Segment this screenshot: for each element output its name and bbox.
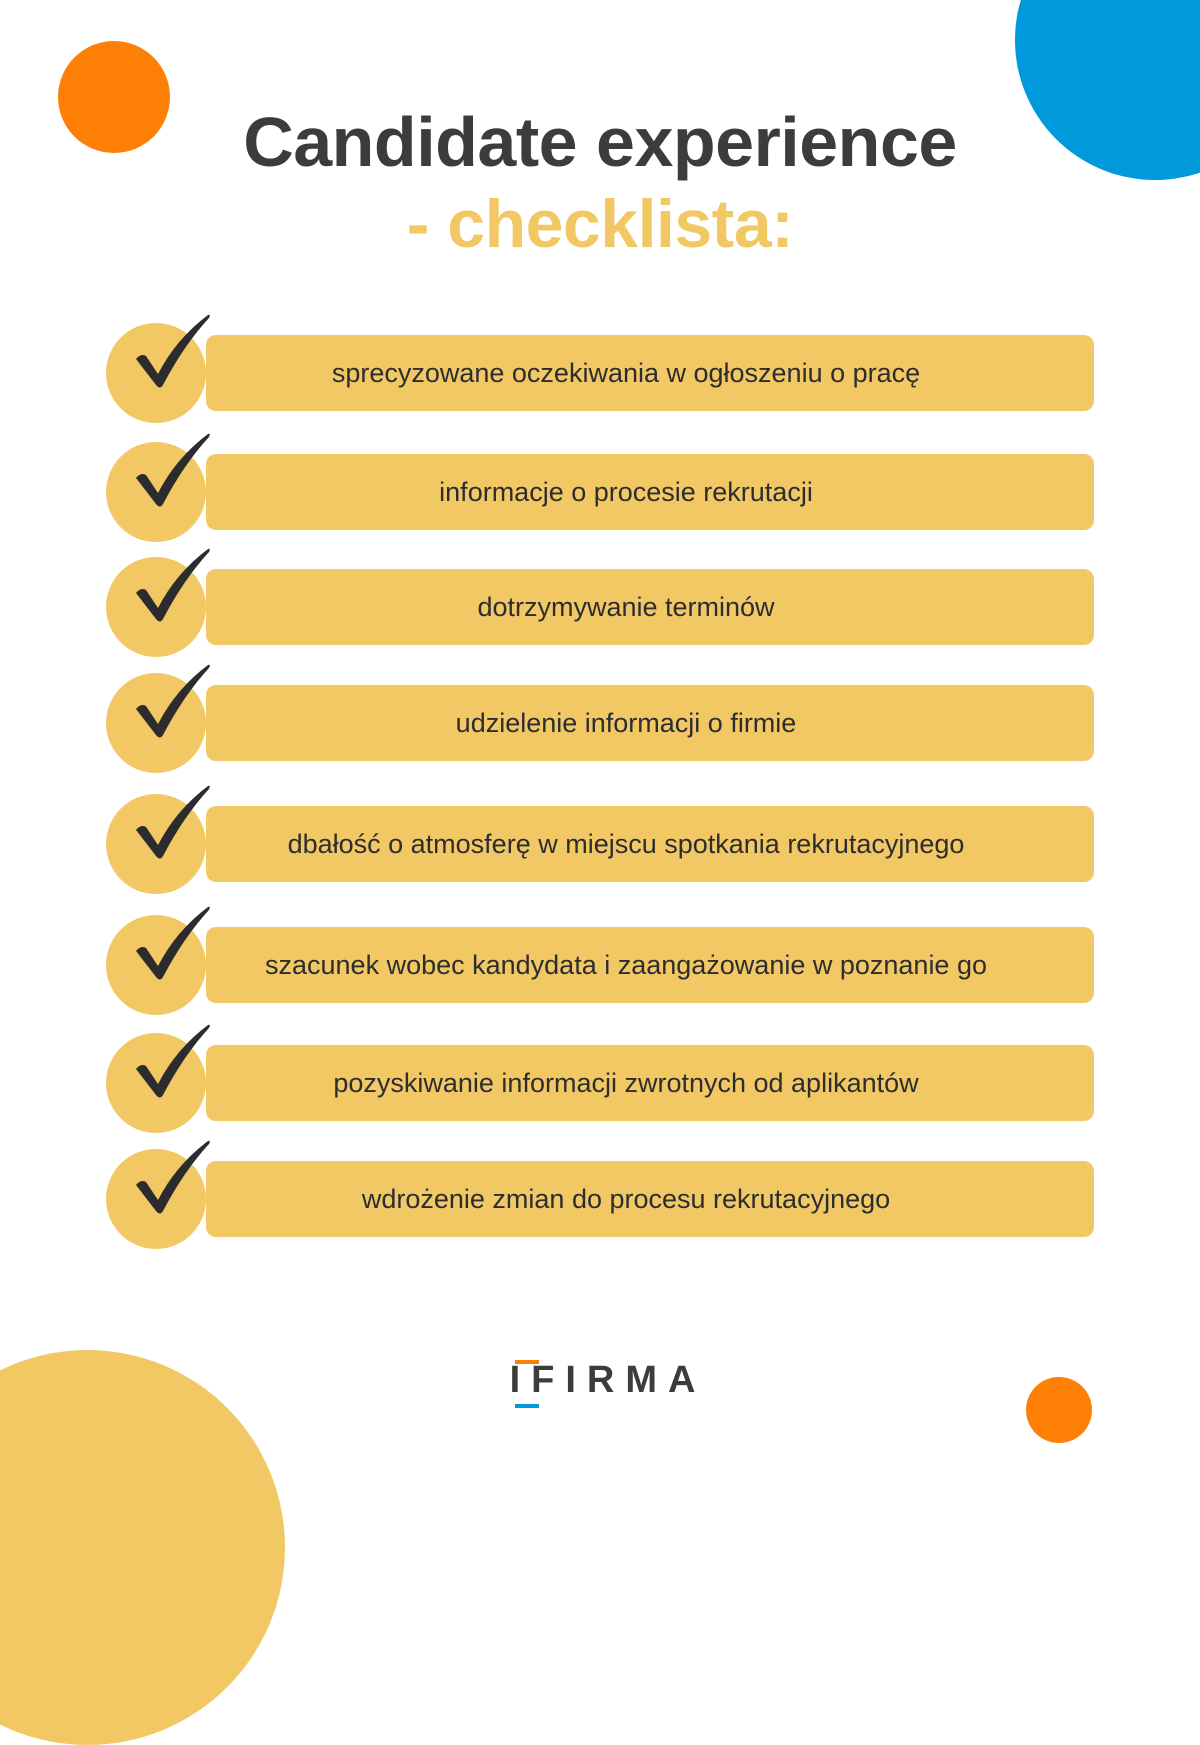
checklist-item-label: dbałość o atmosferę w miejscu spotkania rekrutacyjnego xyxy=(287,828,965,859)
checklist-item-label: dotrzymywanie terminów xyxy=(477,591,775,622)
checklist-item-label: pozyskiwanie informacji zwrotnych od aplikantów xyxy=(333,1067,919,1098)
logo-accent-bar-blue xyxy=(515,1404,539,1408)
check-icon xyxy=(132,309,212,393)
page-subtitle: - checklista: xyxy=(406,186,794,262)
checklist-item xyxy=(106,915,1096,1015)
check-icon xyxy=(132,659,212,743)
checklist-item-label: informacje o procesie rekrutacji xyxy=(439,476,813,507)
checklist-item xyxy=(106,794,1096,894)
check-icon xyxy=(132,901,212,985)
checklist-item xyxy=(106,1033,1096,1133)
checklist-item-label: szacunek wobec kandydata i zaangażowanie w poznanie go xyxy=(265,949,987,980)
check-icon xyxy=(132,428,212,512)
checklist-item-label: wdrożenie zmian do procesu rekrutacyjnego xyxy=(361,1183,891,1214)
checklist-item xyxy=(106,442,1096,542)
logo-text: IFIRMA xyxy=(509,1359,707,1401)
checklist-item-label: udzielenie informacji o firmie xyxy=(455,707,797,738)
checklist-item xyxy=(106,1149,1096,1249)
page-title: Candidate experience xyxy=(243,103,957,181)
check-icon xyxy=(132,1135,212,1219)
check-icon xyxy=(132,1019,212,1103)
check-icon xyxy=(132,543,212,627)
checklist-item xyxy=(106,557,1096,657)
decorative-circle-orange-small xyxy=(1026,1377,1092,1443)
checklist-item xyxy=(106,323,1096,423)
decorative-circle-yellow xyxy=(0,1350,285,1745)
checklist-item xyxy=(106,673,1096,773)
ifirma-logo xyxy=(500,1355,707,1415)
checklist-item-label: sprecyzowane oczekiwania w ogłoszeniu o pracę xyxy=(331,357,921,388)
check-icon xyxy=(132,780,212,864)
